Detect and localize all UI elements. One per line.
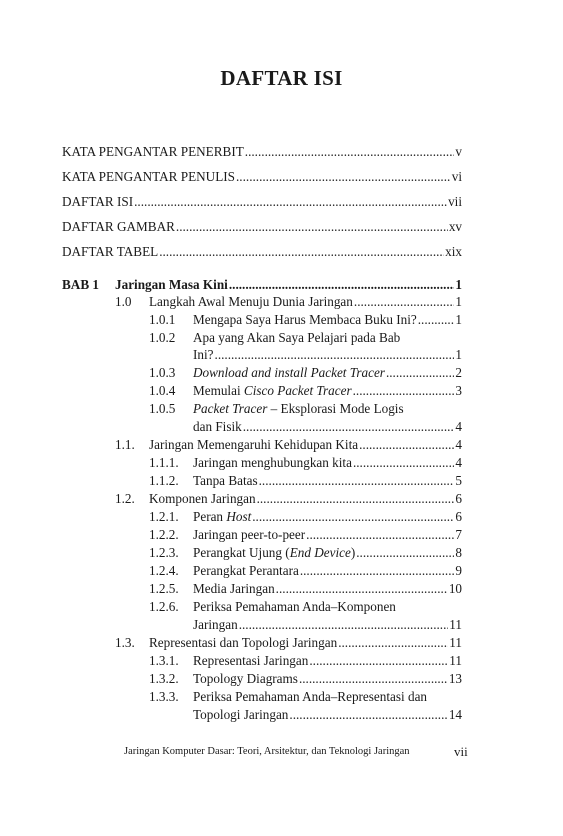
toc-subsection-line2[interactable] bbox=[193, 707, 462, 723]
label-prefix: Memulai bbox=[193, 383, 244, 398]
subsection-label-cont: Topologi Jaringan bbox=[193, 707, 289, 722]
label-italic: Download and install Packet Tracer bbox=[193, 365, 385, 380]
subsection-number: 1.2.3. bbox=[149, 545, 179, 560]
leader-dots bbox=[239, 617, 449, 633]
subsection-page: 10 bbox=[448, 581, 462, 596]
subsection-number: 1.0.3 bbox=[149, 365, 176, 380]
subsection-page: 6 bbox=[455, 509, 462, 524]
subsection-number: 1.1.1. bbox=[149, 455, 179, 470]
toc-entry-page: v bbox=[455, 144, 462, 159]
subsection-label bbox=[193, 545, 355, 561]
leader-dots bbox=[338, 635, 448, 651]
toc-subsection[interactable] bbox=[149, 365, 462, 381]
leader-dots bbox=[236, 169, 451, 185]
section-number: 1.2. bbox=[115, 491, 135, 506]
leader-dots bbox=[257, 491, 455, 507]
section-page: 11 bbox=[449, 635, 462, 650]
leader-dots bbox=[159, 244, 444, 260]
subsection-number: 1.3.1. bbox=[149, 653, 179, 668]
subsection-page: 4 bbox=[455, 419, 462, 434]
toc-entry[interactable] bbox=[62, 219, 462, 235]
leader-dots bbox=[353, 383, 455, 399]
leader-dots bbox=[300, 563, 455, 579]
leader-dots bbox=[289, 707, 447, 723]
subsection-page: 1 bbox=[455, 312, 462, 327]
section-number: 1.0 bbox=[115, 294, 132, 309]
subsection-label: Mengapa Saya Harus Membaca Buku Ini? bbox=[193, 312, 417, 327]
toc-subsection-line2[interactable] bbox=[193, 347, 462, 363]
section-label: Langkah Awal Menuju Dunia Jaringan bbox=[149, 294, 353, 309]
subsection-label: Periksa Pemahaman Anda–Komponen bbox=[193, 599, 396, 614]
subsection-number: 1.3.2. bbox=[149, 671, 179, 686]
subsection-number: 1.2.4. bbox=[149, 563, 179, 578]
toc-subsection[interactable] bbox=[149, 581, 462, 597]
toc-chapter[interactable] bbox=[62, 277, 462, 293]
section-number: 1.1. bbox=[115, 437, 135, 452]
toc-subsection-line1[interactable] bbox=[149, 330, 400, 346]
subsection-label-cont: dan Fisik bbox=[193, 419, 242, 434]
leader-dots bbox=[259, 473, 455, 489]
label-prefix: Peran bbox=[193, 509, 227, 524]
subsection-page: 3 bbox=[455, 383, 462, 398]
section-number: 1.3. bbox=[115, 635, 135, 650]
toc-subsection-line2[interactable] bbox=[193, 617, 462, 633]
section-label: Komponen Jaringan bbox=[149, 491, 256, 506]
section-page: 4 bbox=[455, 437, 462, 452]
toc-entry[interactable] bbox=[62, 144, 462, 160]
subsection-label: Periksa Pemahaman Anda–Representasi dan bbox=[193, 689, 428, 704]
subsection-page: 1 bbox=[455, 347, 462, 362]
toc-entry-label: DAFTAR TABEL bbox=[62, 244, 159, 259]
toc-subsection[interactable] bbox=[149, 653, 462, 669]
toc-entry-page: vi bbox=[451, 169, 462, 184]
label-italic: End Device bbox=[289, 545, 351, 560]
subsection-number: 1.0.5 bbox=[149, 401, 176, 416]
subsection-page: 4 bbox=[455, 455, 462, 470]
toc-entry[interactable] bbox=[62, 244, 462, 260]
subsection-label: Topology Diagrams bbox=[193, 671, 298, 686]
leader-dots bbox=[252, 509, 454, 525]
label-suffix: – Eksplorasi Mode Logis bbox=[267, 401, 404, 416]
toc-subsection[interactable] bbox=[149, 455, 462, 471]
toc-entry-label: KATA PENGANTAR PENULIS bbox=[62, 169, 235, 184]
leader-dots bbox=[359, 437, 454, 453]
footer-page-number: vii bbox=[454, 744, 468, 759]
label-suffix: ) bbox=[350, 545, 356, 560]
leader-dots bbox=[418, 312, 455, 328]
toc-subsection[interactable] bbox=[149, 473, 462, 489]
subsection-number: 1.2.5. bbox=[149, 581, 179, 596]
section-label: Jaringan Memengaruhi Kehidupan Kita bbox=[149, 437, 359, 452]
toc-section[interactable] bbox=[115, 437, 462, 453]
leader-dots bbox=[215, 347, 455, 363]
toc-entry[interactable] bbox=[62, 169, 462, 185]
subsection-number: 1.1.2. bbox=[149, 473, 179, 488]
subsection-label: Tanpa Batas bbox=[193, 473, 258, 488]
section-label: Representasi dan Topologi Jaringan bbox=[149, 635, 338, 650]
subsection-page: 11 bbox=[449, 617, 462, 632]
leader-dots bbox=[243, 419, 455, 435]
toc-section[interactable] bbox=[115, 491, 462, 507]
subsection-page: 11 bbox=[449, 653, 462, 668]
leader-dots bbox=[276, 581, 448, 597]
subsection-number: 1.0.2 bbox=[149, 330, 176, 345]
subsection-label-cont: Jaringan bbox=[193, 617, 238, 632]
subsection-label: Representasi Jaringan bbox=[193, 653, 309, 668]
subsection-label: Apa yang Akan Saya Pelajari pada Bab bbox=[193, 330, 401, 345]
leader-dots bbox=[245, 144, 455, 160]
toc-subsection[interactable] bbox=[149, 563, 462, 579]
leader-dots bbox=[309, 653, 448, 669]
subsection-label-cont: Ini? bbox=[193, 347, 214, 362]
leader-dots bbox=[299, 671, 448, 687]
toc-entry-label: DAFTAR GAMBAR bbox=[62, 219, 175, 234]
subsection-page: 8 bbox=[455, 545, 462, 560]
chapter-number: BAB 1 bbox=[62, 277, 100, 292]
subsection-label: Jaringan peer-to-peer bbox=[193, 527, 306, 542]
subsection-number: 1.0.1 bbox=[149, 312, 176, 327]
subsection-page: 2 bbox=[455, 365, 462, 380]
toc-entry[interactable] bbox=[62, 194, 462, 210]
leader-dots bbox=[354, 294, 455, 310]
toc-subsection-line1[interactable] bbox=[149, 401, 404, 417]
label-prefix: Perangkat Ujung ( bbox=[193, 545, 290, 560]
subsection-label: Jaringan menghubungkan kita bbox=[193, 455, 352, 470]
subsection-page: 13 bbox=[448, 671, 462, 686]
toc-subsection[interactable] bbox=[149, 545, 462, 561]
subsection-label bbox=[193, 383, 352, 399]
subsection-number: 1.2.2. bbox=[149, 527, 179, 542]
leader-dots bbox=[306, 527, 454, 543]
toc-entry-page: xv bbox=[448, 219, 462, 234]
toc-subsection[interactable] bbox=[149, 671, 462, 687]
subsection-label bbox=[193, 509, 251, 525]
toc-subsection[interactable] bbox=[149, 312, 462, 328]
subsection-number: 1.2.1. bbox=[149, 509, 179, 524]
page-title: DAFTAR ISI bbox=[220, 66, 343, 90]
subsection-page: 7 bbox=[455, 527, 462, 542]
chapter-title: Jaringan Masa Kini bbox=[115, 277, 228, 292]
subsection-label bbox=[193, 365, 385, 381]
leader-dots bbox=[386, 365, 454, 381]
leader-dots bbox=[229, 277, 455, 293]
leader-dots bbox=[176, 219, 448, 235]
toc-subsection[interactable] bbox=[149, 527, 462, 543]
subsection-number: 1.3.3. bbox=[149, 689, 179, 704]
toc-subsection[interactable] bbox=[149, 383, 462, 399]
toc-section[interactable] bbox=[115, 294, 462, 310]
subsection-number: 1.0.4 bbox=[149, 383, 176, 398]
leader-dots bbox=[353, 455, 454, 471]
subsection-number: 1.2.6. bbox=[149, 599, 179, 614]
subsection-page: 5 bbox=[455, 473, 462, 488]
toc-subsection-line1[interactable] bbox=[149, 689, 427, 705]
toc-subsection-line1[interactable] bbox=[149, 599, 396, 615]
chapter-page: 1 bbox=[455, 277, 462, 292]
toc-entry-page: xix bbox=[445, 244, 462, 259]
running-footer: Jaringan Komputer Dasar: Teori, Arsitektur, dan Teknologi Jaringan bbox=[124, 746, 410, 757]
toc-subsection-line2[interactable] bbox=[193, 419, 462, 435]
toc-section[interactable] bbox=[115, 635, 462, 651]
toc-entry-label: DAFTAR ISI bbox=[62, 194, 134, 209]
toc-subsection[interactable] bbox=[149, 509, 462, 525]
label-italic: Packet Tracer bbox=[193, 401, 268, 416]
subsection-page: 9 bbox=[455, 563, 462, 578]
leader-dots bbox=[134, 194, 447, 210]
toc-entry-label: KATA PENGANTAR PENERBIT bbox=[62, 144, 244, 159]
subsection-page: 14 bbox=[448, 707, 462, 722]
subsection-label: Perangkat Perantara bbox=[193, 563, 299, 578]
label-italic: Cisco Packet Tracer bbox=[243, 383, 352, 398]
section-page: 1 bbox=[455, 294, 462, 309]
toc-entry-page: vii bbox=[448, 194, 462, 209]
leader-dots bbox=[356, 545, 454, 561]
label-italic: Host bbox=[226, 509, 252, 524]
section-page: 6 bbox=[455, 491, 462, 506]
subsection-label: Media Jaringan bbox=[193, 581, 275, 596]
